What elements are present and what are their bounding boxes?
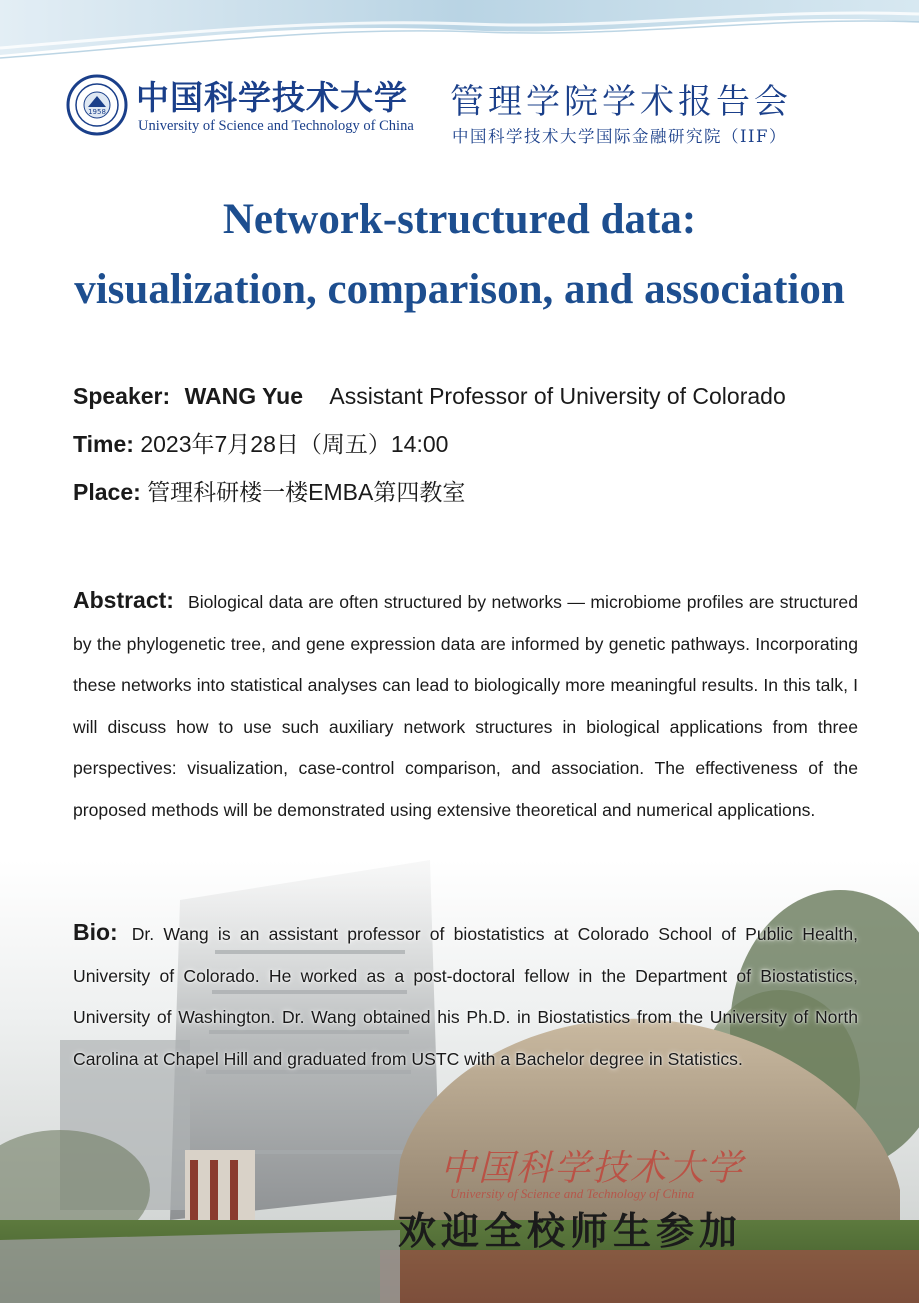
bio-section [73, 912, 858, 1080]
seal-year: 1958 [88, 108, 106, 116]
time-value: 2023年7月28日（周五）14:00 [140, 431, 449, 457]
place-line [73, 471, 873, 519]
speaker-role: Assistant Professor of University of Colorado [329, 383, 786, 409]
talk-title-line-2: visualization, comparison, and association [74, 266, 845, 313]
stone-inscription-cn: 中国科学技术大学 [440, 1148, 745, 1189]
place-label: Place: [73, 479, 141, 505]
place-value: 管理科研楼一楼EMBA第四教室 [147, 479, 466, 505]
university-name-en: University of Science and Technology of China [138, 118, 414, 134]
series-title: 管理学院学术报告会 [450, 82, 792, 122]
header [0, 60, 919, 160]
speaker-line [73, 375, 873, 423]
abstract-label: Abstract: [73, 587, 174, 613]
talk-title-line-1: Network-structured data: [222, 196, 697, 243]
bio-label: Bio: [73, 919, 118, 945]
series-subtitle: 中国科学技术大学国际金融研究院（IIF） [452, 127, 787, 146]
talk-info [73, 375, 873, 519]
stone-inscription-en: University of Science and Technology of China [450, 1186, 695, 1201]
university-name-cn: 中国科学技术大学 [136, 78, 408, 117]
speaker-label: Speaker: [73, 383, 171, 409]
abstract-text: Biological data are often structured by networks — microbiome profiles are structured by the phylogenetic tree, and gene expression data are informed by genetic pathways. Incorporating these networks into statistical analyses can lead to biologically more meaningful results. In this talk, I will discuss how to use such auxiliary network structures in biological applications from three perspectives: visualization, case-control comparison, and association. The effectiveness of the proposed methods will be demonstrated using extensive theoretical and numerical applications. [73, 592, 858, 820]
time-label: Time: [73, 431, 134, 457]
talk-title [0, 185, 919, 325]
abstract-section [73, 580, 858, 831]
speaker-name: WANG Yue [184, 383, 303, 409]
welcome-text: 欢迎全校师生参加 [398, 1208, 743, 1253]
time-line [73, 423, 873, 471]
bio-text: Dr. Wang is an assistant professor of biostatistics at Colorado School of Public Health, University of Colorado. He worked as a post-doctoral fellow in the Department of Biostatistics, University of Washington. Dr. Wang obtained his Ph.D. in Biostatistics from the University of North Carolina at Chapel Hill and graduated from USTC with a Bachelor degree in Statistics. [73, 924, 858, 1069]
university-seal-icon [66, 74, 128, 136]
